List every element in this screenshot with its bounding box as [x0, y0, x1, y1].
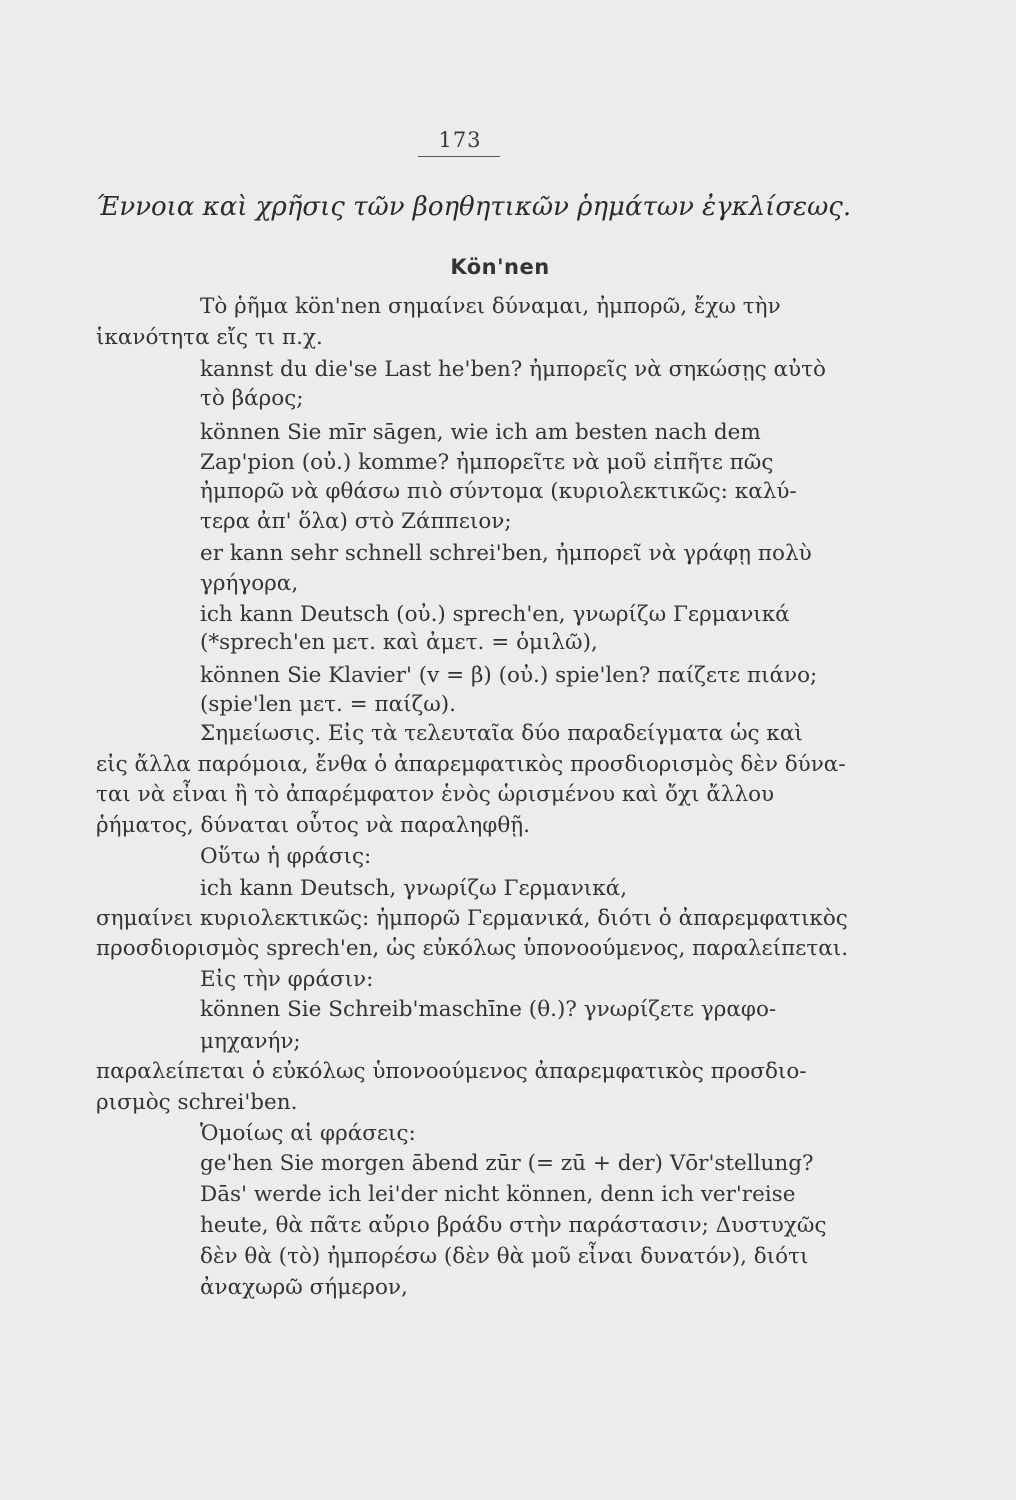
text-line: τὸ βάρος; [200, 386, 304, 411]
text-line: μηχανήν; [200, 1029, 301, 1054]
text-line: Zap'pion (οὐ.) komme? ἠμπορεῖτε νὰ μοῦ εἰπῆτε πῶς [200, 450, 774, 475]
text-line: ich kann Deutsch, γνωρίζω Γερμανικά, [200, 876, 628, 901]
text-line: ἠμπορῶ νὰ φθάσω πιὸ σύντομα (κυριολεκτικῶς: καλύ- [200, 479, 797, 504]
page-number-rule [418, 156, 500, 157]
text-line: können Sie Klavier' (v = β) (οὐ.) spie'len? παίζετε πιάνο; [200, 663, 818, 688]
section-title: Έννοια καὶ χρῆσις τῶν βοηθητικῶν ῥημάτων ἐγκλίσεως. [96, 192, 852, 222]
text-line: Dās' werde ich lei'der nicht können, denn ich ver'reise [200, 1182, 796, 1207]
text-line: ge'hen Sie morgen ābend zūr (= zū + der) Vōr'stellung? [200, 1151, 814, 1176]
text-line: kannst du die'se Last he'ben? ἠμπορεῖς νὰ σηκώσῃς αὐτὸ [200, 357, 826, 382]
text-line: τερα ἀπ' ὅλα) στὸ Ζάππειον; [200, 509, 512, 534]
text-line: Ὁμοίως αἱ φράσεις: [200, 1121, 416, 1146]
text-line: Τὸ ῥῆμα kön'nen σημαίνει δύναμαι, ἠμπορῶ, ἔχω τὴν [200, 294, 781, 319]
text-line: Εἰς τὴν φράσιν: [200, 967, 374, 992]
text-line: εἰς ἄλλα παρόμοια, ἔνθα ὁ ἀπαρεμφατικὸς προσδιορισμὸς δὲν δύνα- [96, 752, 846, 777]
page-number: 173 [438, 128, 482, 152]
text-line: heute, θὰ πᾶτε αὔριο βράδυ στὴν παράστασιν; Δυστυχῶς [200, 1213, 827, 1238]
text-line: Σημείωσις. Εἰς τὰ τελευταῖα δύο παραδείγματα ὡς καὶ [200, 721, 803, 746]
text-line: παραλείπεται ὁ εὐκόλως ὑπονοούμενος ἀπαρεμφατικὸς προσδιο- [96, 1059, 807, 1084]
section-subtitle: Kön'nen [450, 255, 550, 279]
text-line: (*sprech'en μετ. καὶ ἀμετ. = ὁμιλῶ), [200, 630, 598, 655]
text-line: können Sie mīr sāgen, wie ich am besten nach dem [200, 420, 761, 445]
text-line: γρήγορα, [200, 571, 299, 596]
text-line: ρισμὸς schrei'ben. [96, 1090, 298, 1115]
text-line: ῥήματος, δύναται οὗτος νὰ παραληφθῇ. [96, 813, 531, 838]
text-line: ἱκανότητα εἴς τι π.χ. [96, 325, 323, 350]
text-line: er kann sehr schnell schrei'ben, ἠμπορεῖ νὰ γράφῃ πολὺ [200, 541, 812, 566]
text-line: προσδιορισμὸς sprech'en, ὡς εὐκόλως ὑπονοούμενος, παραλείπεται. [96, 936, 849, 961]
text-line: ται νὰ εἶναι ἢ τὸ ἀπαρέμφατον ἑνὸς ὡρισμένου καὶ ὄχι ἄλλου [96, 782, 775, 807]
text-line: (spie'len μετ. = παίζω). [200, 692, 456, 717]
text-line: δὲν θὰ (τὸ) ἠμπορέσω (δὲν θὰ μοῦ εἶναι δυνατόν), διότι [200, 1244, 809, 1269]
text-line: σημαίνει κυριολεκτικῶς: ἠμπορῶ Γερμανικά, διότι ὁ ἀπαρεμφατικὸς [96, 906, 848, 931]
text-line: Οὕτω ἡ φράσις: [200, 844, 372, 869]
text-line: können Sie Schreib'maschīne (θ.)? γνωρίζετε γραφο- [200, 997, 777, 1022]
text-line: ich kann Deutsch (οὐ.) sprech'en, γνωρίζω Γερμανικά [200, 602, 790, 627]
text-line: ἀναχωρῶ σήμερον, [200, 1275, 408, 1300]
